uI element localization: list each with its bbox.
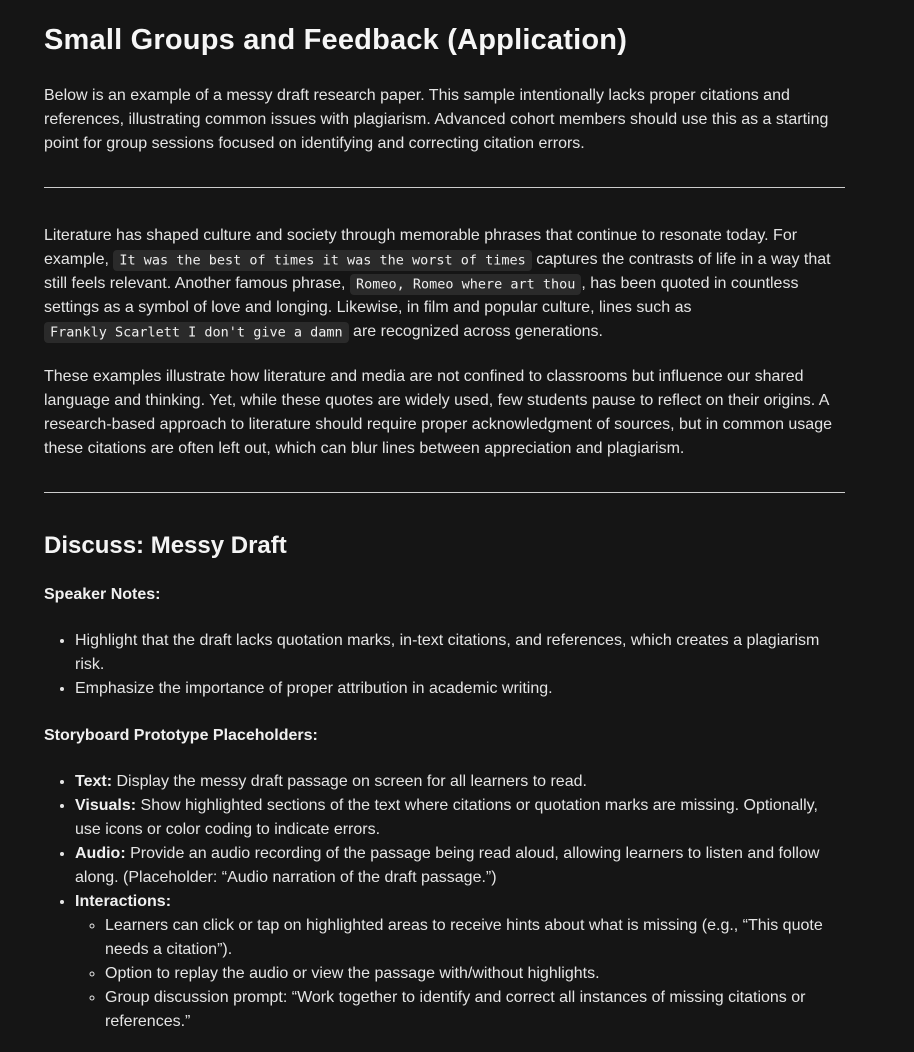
draft-paragraph-analysis: These examples illustrate how literature and media are not confined to classrooms but influence our shared language and thinking. Yet, while these quotes are widely used, few students pause to reflect on their origins. A research-based approach to literature should require proper acknowledgment of sources, but in common usage these citations are often left out, which can blur lines between appreciation and plagiarism. — [44, 368, 832, 457]
bold-lead-in: Text: — [75, 773, 113, 790]
interactions-label — [75, 893, 171, 910]
list-item-audio: • Audio: Provide an audio recording of the passage being read aloud, allowing learners to listen and follow along. (Placeholder: “Audio narration of the draft passage.”) — [75, 842, 845, 890]
inline-code-quote: It was the best of times it was the worst of times — [113, 250, 531, 272]
intro-paragraph: Below is an example of a messy draft research paper. This sample intentionally lacks proper citations and references, illustrating common issues with plagiarism. Advanced cohort members should use this as a starting point for group sessions focused on identifying and correcting citation errors. — [44, 87, 829, 152]
interactions-sublist — [75, 914, 845, 1034]
page-title: Small Groups and Feedback (Application) — [44, 24, 628, 56]
list-item: • Highlight that the draft lacks quotation marks, in-text citations, and references, which creates a plagiarism risk. — [75, 629, 845, 677]
storyboard-list — [44, 770, 845, 1034]
list-item: • Emphasize the importance of proper attribution in academic writing. — [75, 677, 845, 701]
divider-bottom — [44, 492, 845, 493]
list-item-interactions — [75, 890, 845, 1034]
draft-paragraph-quotes: Literature has shaped culture and society through memorable phrases that continue to resonate today. For example, It was the best of times it was the worst of times captures the contrasts of life in a way that still feels relevant. Another famous phrase, Romeo, Romeo where art thou , has been quoted in countless settings as a symbol of love and longing. Likewise, in film and popular culture, lines such as Frankly Scarlett I don't give a damn are recognized across generations. — [44, 224, 845, 344]
speaker-notes-list — [44, 629, 845, 701]
document-page — [44, 22, 845, 1034]
inline-code-quote: Romeo, Romeo where art thou — [350, 274, 581, 296]
section-heading: Discuss: Messy Draft — [44, 532, 287, 559]
list-item-text: • Text: Display the messy draft passage on screen for all learners to read. — [75, 770, 845, 794]
inline-code-quote: Frankly Scarlett I don't give a damn — [44, 322, 349, 344]
list-item-visuals: • Visuals: Show highlighted sections of the text where citations or quotation marks are missing. Optionally, use icons or color coding to indicate errors. — [75, 794, 845, 842]
sublist-item: ◦ Learners can click or tap on highlighted areas to receive hints about what is missing (e.g., “This quote needs a citation”). — [105, 914, 845, 962]
bold-lead-in: Visuals: — [75, 797, 137, 814]
divider-top — [44, 187, 845, 188]
bold-lead-in: Interactions: — [75, 893, 172, 910]
storyboard-label: Storyboard Prototype Placeholders: — [44, 727, 318, 744]
sublist-item: ◦ Group discussion prompt: “Work together to identify and correct all instances of missing citations or references.” — [105, 986, 845, 1034]
speaker-notes-label: Speaker Notes: — [44, 586, 161, 603]
sublist-item: ◦ Option to replay the audio or view the passage with/without highlights. — [105, 962, 845, 986]
bold-lead-in: Audio: — [75, 845, 126, 862]
